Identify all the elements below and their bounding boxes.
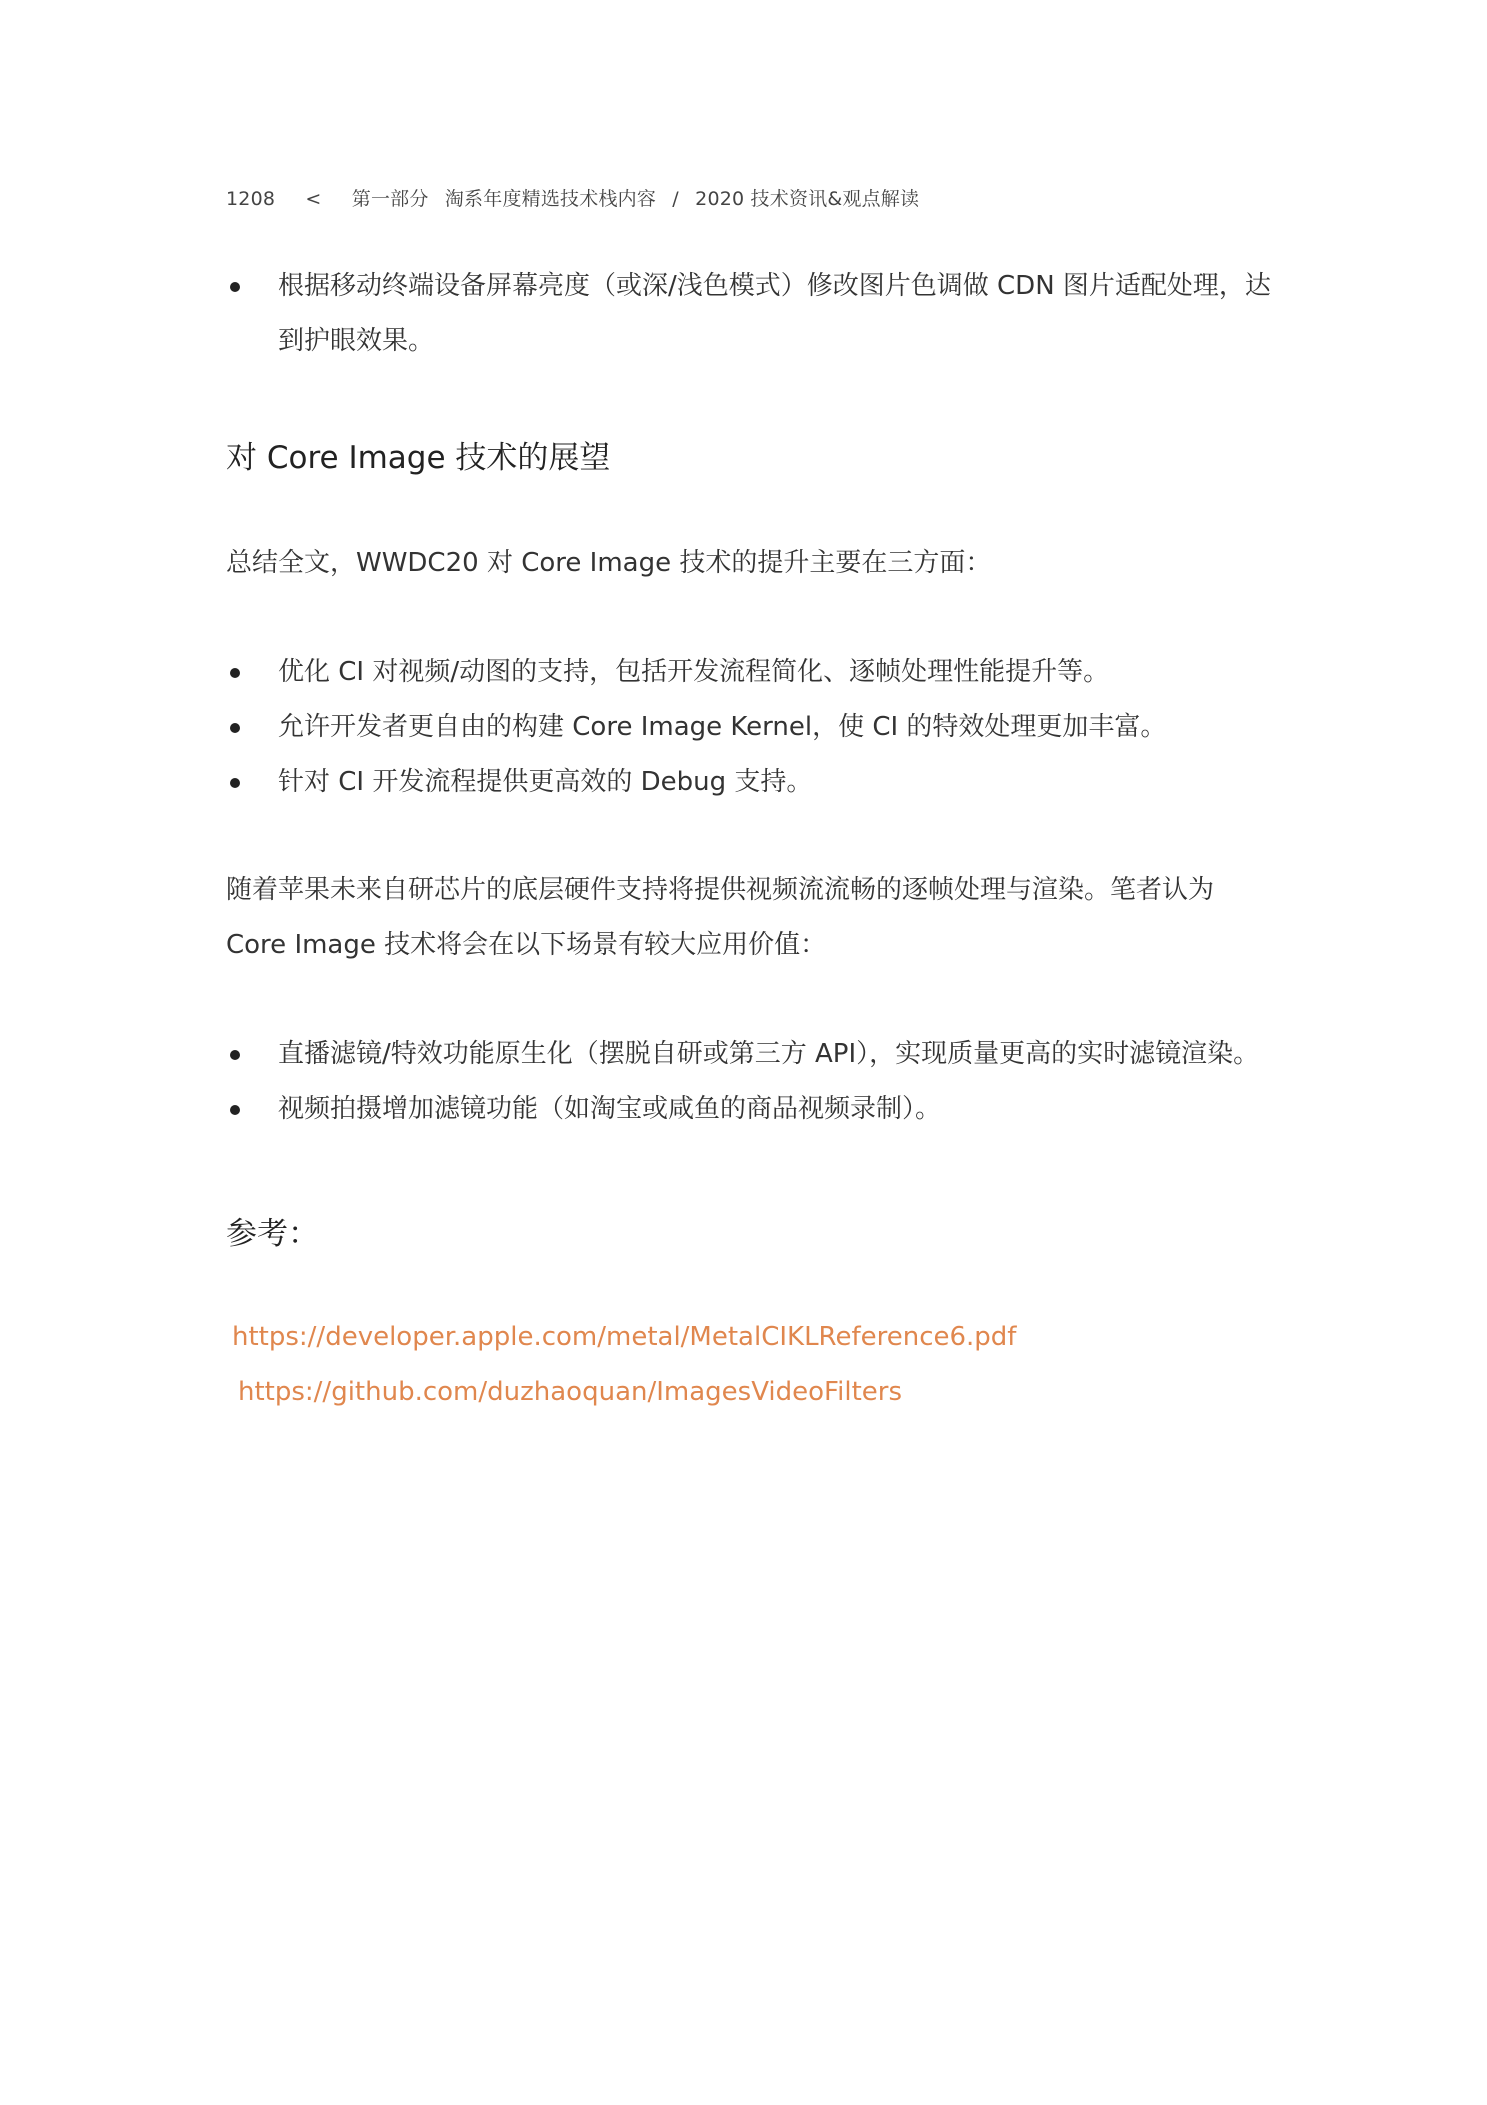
reference-link-github[interactable]: https://github.com/duzhaoquan/ImagesVideoFilters xyxy=(238,1377,902,1407)
list-item-text: 针对 CI 开发流程提供更高效的 Debug 支持。 xyxy=(278,767,813,797)
reference-link-apple[interactable]: https://developer.apple.com/metal/MetalCIKLReference6.pdf xyxy=(232,1322,1017,1352)
bullet-dot-icon xyxy=(230,1105,240,1115)
section-heading-outlook: 对 Core Image 技术的展望 xyxy=(226,440,611,476)
list-item-text: 直播滤镜/特效功能原生化（摆脱自研或第三方 API），实现质量更高的实时滤镜渲染。 xyxy=(278,1039,1260,1069)
future-paragraph: 随着苹果未来自研芯片的底层硬件支持将提供视频流流畅的逐帧处理与渲染。笔者认为 Core Image 技术将会在以下场景有较大应用价值： xyxy=(226,875,1215,960)
header-part: 第一部分 xyxy=(351,188,429,210)
bullet-dot-icon xyxy=(230,723,240,733)
list-item-text: 优化 CI 对视频/动图的支持，包括开发流程简化、逐帧处理性能提升等。 xyxy=(278,657,1110,687)
list-item-text: 视频拍摄增加滤镜功能（如淘宝或咸鱼的商品视频录制）。 xyxy=(278,1094,942,1124)
references-heading: 参考： xyxy=(226,1216,319,1252)
list-item-text: 根据移动终端设备屏幕亮度（或深/浅色模式）修改图片色调做 CDN 图片适配处理，达到护眼效果。 xyxy=(278,271,1271,356)
summary-paragraph: 总结全文，WWDC20 对 Core Image 技术的提升主要在三方面： xyxy=(226,548,992,578)
list-item-text: 允许开发者更自由的构建 Core Image Kernel，使 CI 的特效处理更加丰富。 xyxy=(278,712,1167,742)
list-item xyxy=(226,700,1276,755)
bullet-dot-icon xyxy=(230,282,240,292)
list-item xyxy=(226,645,1276,700)
list-item xyxy=(226,755,1276,810)
page-number: 1208 xyxy=(226,188,276,210)
header-chevron: < xyxy=(305,188,322,210)
header-section: 淘系年度精选技术栈内容 xyxy=(444,188,657,210)
bullet-dot-icon xyxy=(230,668,240,678)
header-separator: / xyxy=(672,188,679,210)
bullet-dot-icon xyxy=(230,778,240,788)
list-item xyxy=(226,1027,1276,1082)
bullet-dot-icon xyxy=(230,1050,240,1060)
header-subsection: 2020 技术资讯&观点解读 xyxy=(695,188,920,210)
running-header xyxy=(226,184,919,211)
list-item xyxy=(226,259,1276,369)
list-item xyxy=(226,1082,1276,1137)
